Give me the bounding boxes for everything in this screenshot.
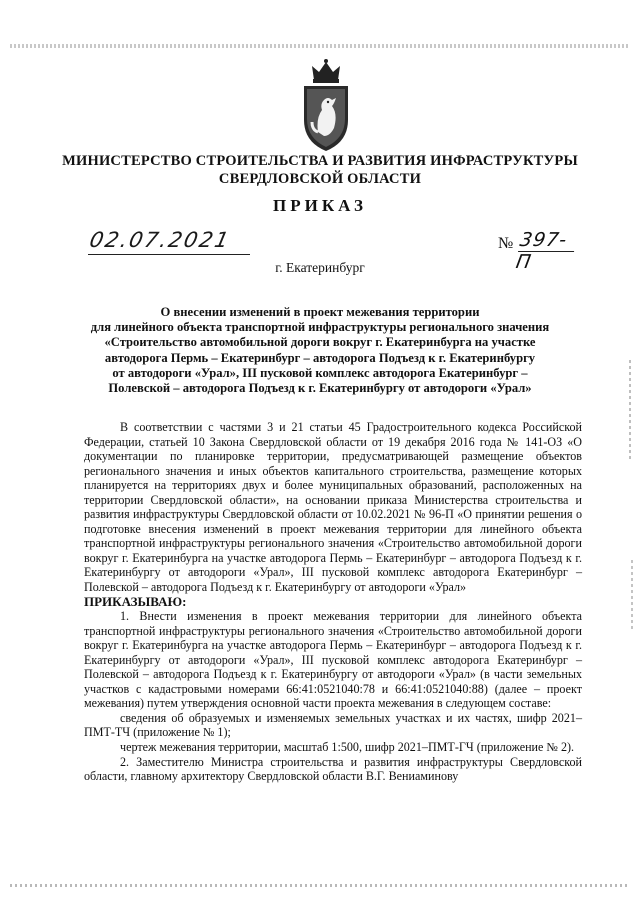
scan-noise-right xyxy=(629,360,631,460)
title-line: автодорога Пермь – Екатеринбург – автодорога Подъезд к г. Екатеринбургу xyxy=(104,350,536,365)
order-number: 397-П xyxy=(518,229,578,252)
title-line: «Строительство автомобильной дороги вокруг г. Екатеринбурга на участке xyxy=(104,335,536,350)
title-line: Полевской – автодорога Подъезд к г. Екатеринбургу от автодороги «Урал» xyxy=(108,381,532,396)
order-date-field xyxy=(88,230,250,255)
order-date: 02.07.2021 xyxy=(87,228,233,252)
city: г. Екатеринбург xyxy=(275,260,365,275)
document-body xyxy=(84,420,582,784)
ministry-name-line1: МИНИСТЕРСТВО СТРОИТЕЛЬСТВА И РАЗВИТИЯ ИНФРАСТРУКТУРЫ xyxy=(62,153,578,169)
preamble-paragraph: В соответствии с частями 3 и 21 статьи 45 Градостроительного кодекса Российской Федерации, статьей 10 Закона Свердловской области от 19 декабря 2016 года № 141-ОЗ «О документации по планировке территории, предусматривающей размещение объектов регионального значения и иных объектов капитального строительства, размещение которых планируется на территориях двух и более муниципальных образований, расположенных на территории Свердловской области», на основании приказа Министерства строительства и развития инфраструктуры Свердловской области от 10.02.2021 № 96-П «О принятии решения о подготовке внесения изменений в проект межевания территории для линейного объекта транспортной инфраструктуры регионального значения «Строительство автомобильной дороги вокруг г. Екатеринбурга на участке автодорога Пермь – Екатеринбург – автодорога Подъезд к г. Екатеринбургу от автодороги «Урал», III пусковой комплекс автодорога Екатеринбург – Полевской – автодорога Подъезд к г. Екатеринбургу от автодороги «Урал» xyxy=(84,420,582,595)
ministry-header xyxy=(40,152,600,188)
order-item-1: 1. Внести изменения в проект межевания территории для линейного объекта транспортной инфраструктуры регионального значения «Строительство автомобильной дороги вокруг г. Екатеринбурга на участке автодорога Пермь – Екатеринбург – автодорога Подъезд к г. Екатеринбургу от автодороги «Урал», III пусковой комплекс автодорога Екатеринбург – Полевской – автодорога Подъезд к г. Екатеринбургу от автодороги «Урал» (в части земельных участков с кадастровыми номерами 66:41:0521040:78 и 66:41:0521040:88) (далее – проект межевания) путем утверждения основной части проекта межевания в следующем составе: xyxy=(84,609,582,711)
coat-of-arms-icon xyxy=(298,58,354,154)
order-item-2: 2. Заместителю Министра строительства и развития инфраструктуры Свердловской области, главному архитектору Свердловской области В.Г. Вениаминову xyxy=(84,754,582,784)
orders-heading: ПРИКАЗЫВАЮ: xyxy=(84,593,187,609)
title-line: для линейного объекта транспортной инфраструктуры регионального значения xyxy=(90,320,550,335)
scan-noise-right-lower xyxy=(631,560,633,630)
scan-noise-bottom xyxy=(10,884,630,887)
document-type: ПРИКАЗ xyxy=(273,196,367,215)
order-subitem-2: чертеж межевания территории, масштаб 1:500, шифр 2021–ПМТ-ГЧ (приложение № 2). xyxy=(120,740,575,755)
order-subitem-1: сведения об образуемых и изменяемых земельных участках и их частях, шифр 2021–ПМТ-ТЧ (приложение № 1); xyxy=(84,710,582,740)
title-line: О внесении изменений в проект межевания территории xyxy=(160,305,480,319)
title-line: от автодороги «Урал», III пусковой комплекс автодорога Екатеринбург – xyxy=(112,365,528,380)
number-sign: № xyxy=(498,235,514,252)
scan-noise-top xyxy=(10,44,630,48)
order-title xyxy=(60,305,580,396)
order-number-field xyxy=(498,229,578,273)
ministry-name-line2: СВЕРДЛОВСКОЙ ОБЛАСТИ xyxy=(218,171,422,187)
